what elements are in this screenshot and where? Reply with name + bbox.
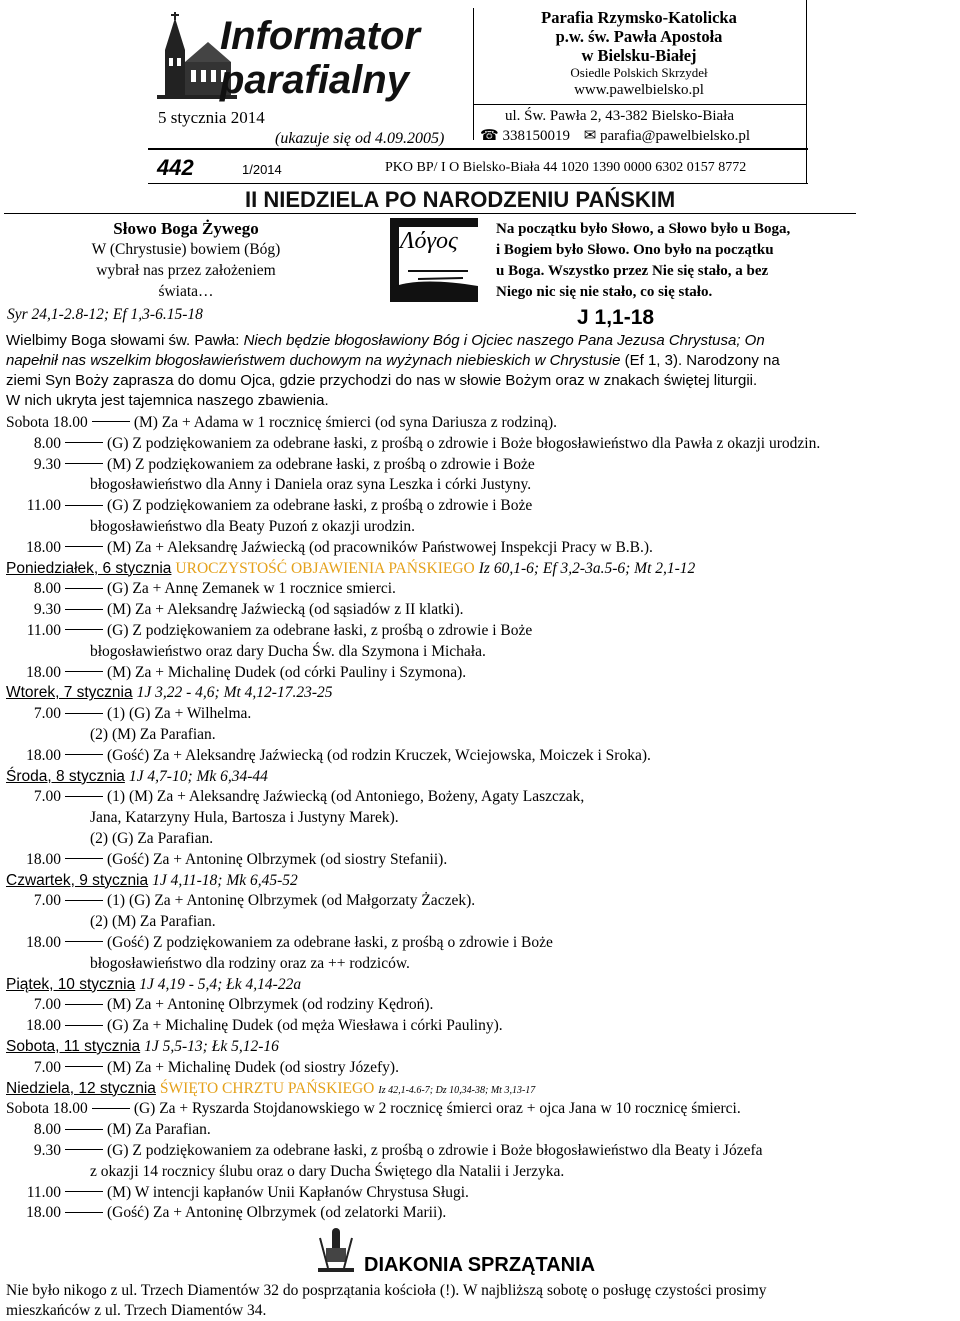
parish-email[interactable]: parafia@pawelbielsko.pl xyxy=(600,128,751,144)
intention-text: (Gość) Z podziękowaniem za odebrane łaski, z prośbą o zdrowie i Boże xyxy=(107,934,553,951)
mass-time: 9.30 xyxy=(33,601,61,619)
mass-intention xyxy=(6,933,553,953)
dash-separator xyxy=(65,505,103,506)
mass-intention xyxy=(6,1016,503,1036)
intention-text: z okazji 14 rocznicy ślubu oraz o dary Ducha Świętego dla Natalii i Jerzyka. xyxy=(90,1162,565,1180)
mass-intention xyxy=(6,1203,446,1223)
mass-intention xyxy=(6,995,433,1015)
parish-website[interactable]: www.pawelbielsko.pl xyxy=(574,82,704,98)
day-heading xyxy=(6,1037,279,1057)
mass-intention xyxy=(6,579,396,599)
mass-time: 11.00 xyxy=(26,622,61,639)
dash-separator xyxy=(65,1149,103,1150)
gospel-quote-line-3: u Boga. Wszystko przez Nie się stało, a bez xyxy=(496,263,769,279)
word-of-god-text-3: świata… xyxy=(158,283,214,300)
mass-time: 18.00 xyxy=(26,663,61,681)
mass-intention xyxy=(6,1141,763,1161)
intention-text: (G) Z podziękowaniem za odebrane łaski, z prośbą o zdrowie i Boże xyxy=(107,622,533,639)
diakonia-line-1: Nie było nikogo z ul. Trzech Diamentów 32 do posprzątania kościoła (!). W najbliższą sobotę o posługę czystości prosimy xyxy=(6,1282,767,1299)
sunday-title: II NIEDZIELA PO NARODZENIU PAŃSKIM xyxy=(245,187,676,212)
mass-time: 11.00 xyxy=(26,497,61,515)
intention-text: (M) Za + Aleksandrę Jaźwiecką (od pracowników Państwowej Inspekcji Pracy w B.B.). xyxy=(107,538,653,556)
mass-intention xyxy=(6,1120,211,1140)
day-heading xyxy=(6,559,695,579)
day-heading xyxy=(6,683,333,703)
intention-text: (2) (G) Za Parafian. xyxy=(90,830,214,847)
intention-text: (2) (M) Za Parafian. xyxy=(90,913,216,931)
mass-schedule xyxy=(0,413,960,1223)
dash-separator xyxy=(65,629,103,630)
mass-intention xyxy=(6,808,399,828)
intro-paragraph xyxy=(6,331,956,411)
mass-time: 11.00 xyxy=(26,1183,61,1201)
dash-separator xyxy=(92,421,130,422)
parish-address: ul. Św. Pawła 2, 43-382 Bielsko-Biała xyxy=(505,108,735,124)
dash-separator xyxy=(65,858,103,859)
intro-line-1: Wielbimy Boga słowami św. Pawła: Niech będzie błogosławiony Bóg i Ojciec naszego Pana Jezusa Chrystusa; On xyxy=(6,332,765,349)
mass-intention xyxy=(6,704,251,724)
mass-time: Sobota 18.00 xyxy=(6,414,88,431)
intention-text: (G) Za + Annę Zemanek w 1 rocznice smierci. xyxy=(107,580,396,598)
intention-text: błogosławieństwo oraz dary Ducha Św. dla Szymona i Michała. xyxy=(90,642,486,660)
dash-separator xyxy=(65,796,103,797)
reading-refs: 1J 5,5-13; Łk 5,12-16 xyxy=(144,1038,279,1055)
reading-refs: 1J 3,22 - 4,6; Mt 4,12-17.23-25 xyxy=(136,684,333,702)
parish-info xyxy=(475,8,803,99)
dash-separator xyxy=(65,754,103,755)
dash-separator xyxy=(65,1191,103,1192)
dash-separator xyxy=(65,609,103,610)
intention-text: (M) W intencji kapłanów Unii Kapłanów Chrystusa Sługi. xyxy=(107,1183,469,1201)
intro-line-3: ziemi Syn Boży zaprasza do domu Ojca, gdzie przychodzi do nas w słowie Bożym oraz w znakach świętej liturgii. xyxy=(6,372,758,389)
intention-text: (1) (M) Za + Aleksandrę Jaźwiecką (od Antoniego, Bożeny, Agaty Laszczak, xyxy=(107,788,585,806)
diakonia-line-2: mieszkańców z ul. Trzech Diamentów 34. xyxy=(6,1302,267,1319)
dash-separator xyxy=(65,713,103,714)
mass-intention xyxy=(6,496,532,516)
mass-time: 18.00 xyxy=(26,746,61,764)
bulletin-title-line2: parafialny xyxy=(220,58,409,102)
dash-separator xyxy=(65,1025,103,1026)
mass-time: 18.00 xyxy=(26,1017,61,1035)
parish-name: Parafia Rzymsko-Katolicka xyxy=(541,8,737,27)
mass-intention xyxy=(6,1099,741,1119)
intention-text: (1) (G) Za + Antoninę Olbrzymek (od Małgorzaty Żaczek). xyxy=(107,892,476,910)
dash-separator xyxy=(65,588,103,589)
intention-text: (M) Za + Michalinę Dudek (od siostry Józefy). xyxy=(107,1058,399,1076)
mass-intention xyxy=(6,517,415,537)
dash-separator xyxy=(65,1212,103,1213)
mass-time: 7.00 xyxy=(33,1058,61,1076)
bulletin-title-line1: Informator xyxy=(220,14,420,58)
mass-time: 18.00 xyxy=(26,538,61,556)
day-heading xyxy=(6,975,301,995)
dash-separator xyxy=(65,463,103,464)
intention-text: (G) Za + Ryszarda Stojdanowskiego w 2 rocznicę śmierci oraz + ojca Jana w 10 rocznicę śmierci. xyxy=(133,1100,741,1118)
mass-intention xyxy=(6,1058,399,1078)
parish-estate: Osiedle Polskich Skrzydeł xyxy=(570,65,708,80)
intention-text: (M) Za + Adama w 1 rocznicę śmierci (od syna Dariusza z rodziną). xyxy=(133,414,558,431)
intention-text: (G) Za + Michalinę Dudek (od męża Wiesława i córki Pauliny). xyxy=(107,1017,503,1035)
issue-date: 5 stycznia 2014 xyxy=(158,108,265,127)
mass-intention xyxy=(6,538,653,558)
mass-time: 8.00 xyxy=(33,580,61,598)
dash-separator xyxy=(65,1129,103,1130)
intro-line-2: napełnił nas wszelkim błogosławieństwem duchowym na wyżynach niebieskich w Chrystusie (Ef 1, 3). Narodzony na xyxy=(6,352,780,369)
word-of-god-text-1: W (Chrystusie) bowiem (Bóg) xyxy=(91,241,281,258)
intention-text: (G) Z podziękowaniem za odebrane łaski, z prośbą o zdrowie i Boże błogosławieństwo dla Beaty i Józefa xyxy=(107,1142,763,1159)
intro-line-4: W nich ukryta jest tajemnica naszego zbawienia. xyxy=(6,392,329,409)
day-heading xyxy=(6,1079,535,1101)
mass-time: 18.00 xyxy=(26,934,61,951)
intention-text: błogosławieństwo dla Anny i Daniela oraz syna Leszka i córki Justyny. xyxy=(90,476,532,494)
mass-intention xyxy=(6,455,535,475)
mass-intention xyxy=(6,434,820,454)
mass-time: 8.00 xyxy=(33,434,61,452)
dash-separator xyxy=(65,1004,103,1005)
day-heading-label: Niedziela, 12 stycznia xyxy=(6,1079,156,1097)
intention-text: (M) Za + Michalinę Dudek (od córki Pauliny i Szymona). xyxy=(107,663,467,681)
dash-separator xyxy=(65,1066,103,1067)
mass-time: 9.30 xyxy=(33,455,61,473)
mass-time: 8.00 xyxy=(33,1121,61,1139)
mass-time: 18.00 xyxy=(26,850,61,868)
intention-text: błogosławieństwo dla rodziny oraz za ++ rodziców. xyxy=(90,954,410,972)
intention-text: (M) Za + Aleksandrę Jaźwiecką (od sąsiadów z II klatki). xyxy=(107,601,464,619)
day-heading-label: Czwartek, 9 stycznia xyxy=(6,871,149,889)
reading-refs: 1J 4,11-18; Mk 6,45-52 xyxy=(152,871,298,889)
email-icon: ✉ xyxy=(583,128,597,144)
mass-intention xyxy=(6,725,216,745)
day-heading-label: Środa, 8 stycznia xyxy=(6,767,125,785)
intention-text: Jana, Katarzyny Hula, Bartosza i Justyny Marek). xyxy=(90,809,399,827)
bank-account: PKO BP/ I O Bielsko-Biała 44 1020 1390 0000 6302 0157 8772 xyxy=(385,160,747,175)
gospel-ref: J 1,1-18 xyxy=(577,306,655,329)
dash-separator xyxy=(65,900,103,901)
dash-separator xyxy=(65,941,103,942)
cleaning-icon xyxy=(314,1228,358,1274)
phone-icon: ☎ xyxy=(480,128,499,144)
mass-intention xyxy=(6,621,532,641)
header xyxy=(155,8,805,158)
intention-text: (M) Za Parafian. xyxy=(107,1121,211,1139)
parish-patron: p.w. św. Pawła Apostoła xyxy=(555,27,723,46)
mass-time: 7.00 xyxy=(33,788,61,806)
mass-intention xyxy=(6,642,486,662)
mass-time: Sobota 18.00 xyxy=(6,1100,88,1118)
mass-intention xyxy=(6,413,557,433)
feast-name: ŚWIĘTO CHRZTU PAŃSKIEGO xyxy=(159,1079,375,1097)
mass-intention xyxy=(6,787,584,807)
intention-text: (Gość) Za + Antoninę Olbrzymek (od zelatorki Marii). xyxy=(107,1204,447,1222)
intention-text: (G) Z podziękowaniem za odebrane łaski, z prośbą o zdrowie i Boże błogosławieństwo dla Pawła z okazji urodzin. xyxy=(107,434,821,452)
word-of-god-text-2: wybrał nas przez założeniem xyxy=(96,262,276,279)
gospel-quote-line-2: i Bogiem było Słowo. Ono było na początku xyxy=(496,242,774,258)
intention-text: (M) Za + Antoninę Olbrzymek (od rodziny Kędroń). xyxy=(107,996,434,1014)
mass-intention xyxy=(6,850,447,870)
day-heading-label: Poniedziałek, 6 stycznia xyxy=(6,559,172,577)
intention-text: (M) Z podziękowaniem za odebrane łaski, z prośbą o zdrowie i Boże xyxy=(107,455,535,473)
mass-intention xyxy=(6,891,475,911)
sunday-readings: Syr 24,1-2.8-12; Ef 1,3-6.15-18 xyxy=(7,306,203,323)
issue-code: 1/2014 xyxy=(242,162,282,177)
mass-time: 9.30 xyxy=(33,1142,61,1159)
mass-intention xyxy=(6,1183,469,1203)
day-heading xyxy=(6,767,268,787)
logos-word: Λόγος xyxy=(400,228,458,254)
mass-intention xyxy=(6,912,216,932)
diakonia-text xyxy=(6,1281,956,1321)
dash-separator xyxy=(92,1108,130,1109)
parish-contact xyxy=(480,126,750,145)
intention-text: (1) (G) Za + Wilhelma. xyxy=(107,705,252,723)
gospel-quote-line-4: Niego nic się nie stało, co się stało. xyxy=(496,284,713,300)
mass-time: 7.00 xyxy=(33,892,61,910)
reading-refs: Iz 60,1-6; Ef 3,2-3a.5-6; Mt 2,1-12 xyxy=(478,559,696,577)
mass-intention xyxy=(6,954,410,974)
mass-intention xyxy=(6,600,464,620)
reading-refs: 1J 4,7-10; Mk 6,34-44 xyxy=(128,767,268,785)
mass-intention xyxy=(6,663,466,683)
reading-refs: Iz 42,1-4.6-7; Dz 10,34-38; Mt 3,13-17 xyxy=(378,1084,536,1096)
issued-since: (ukazuje się od 4.09.2005) xyxy=(275,130,445,147)
intention-text: (Gość) Za + Aleksandrę Jaźwiecką (od rodzin Kruczek, Wciejowska, Moiczek i Sroka). xyxy=(107,746,651,764)
day-heading-label: Sobota, 11 stycznia xyxy=(6,1038,141,1055)
mass-intention xyxy=(6,746,651,766)
issue-number: 442 xyxy=(157,155,194,180)
mass-intention xyxy=(6,1162,564,1182)
diakonia-title: DIAKONIA SPRZĄTANIA xyxy=(364,1254,596,1276)
dash-separator xyxy=(65,442,103,443)
gospel-quote-line-1: Na początku było Słowo, a Słowo było u Boga, xyxy=(496,221,791,237)
parish-phone[interactable]: 338150019 xyxy=(502,128,570,144)
mass-time: 7.00 xyxy=(33,996,61,1014)
reading-refs: 1J 4,19 - 5,4; Łk 4,14-22a xyxy=(139,975,302,993)
mass-intention xyxy=(6,829,213,849)
word-of-god-title: Słowo Boga Żywego xyxy=(113,219,259,238)
parish-city: w Bielsku-Białej xyxy=(581,46,697,65)
feast-name: UROCZYSTOŚĆ OBJAWIENIA PAŃSKIEGO xyxy=(175,559,475,577)
dash-separator xyxy=(65,546,103,547)
intention-text: błogosławieństwo dla Beaty Puzoń z okazji urodzin. xyxy=(90,518,416,535)
mass-intention xyxy=(6,475,531,495)
gospel-quote xyxy=(496,219,854,303)
intention-text: (G) Z podziękowaniem za odebrane łaski, z prośbą o zdrowie i Boże xyxy=(107,497,533,515)
day-heading-label: Piątek, 10 stycznia xyxy=(6,975,136,993)
mass-time: 7.00 xyxy=(33,705,61,723)
intention-text: (Gość) Za + Antoninę Olbrzymek (od siostry Stefanii). xyxy=(107,850,448,868)
dash-separator xyxy=(65,671,103,672)
intention-text: (2) (M) Za Parafian. xyxy=(90,726,216,743)
day-heading-label: Wtorek, 7 stycznia xyxy=(6,684,133,702)
day-heading xyxy=(6,871,298,891)
mass-time: 18.00 xyxy=(26,1204,61,1222)
